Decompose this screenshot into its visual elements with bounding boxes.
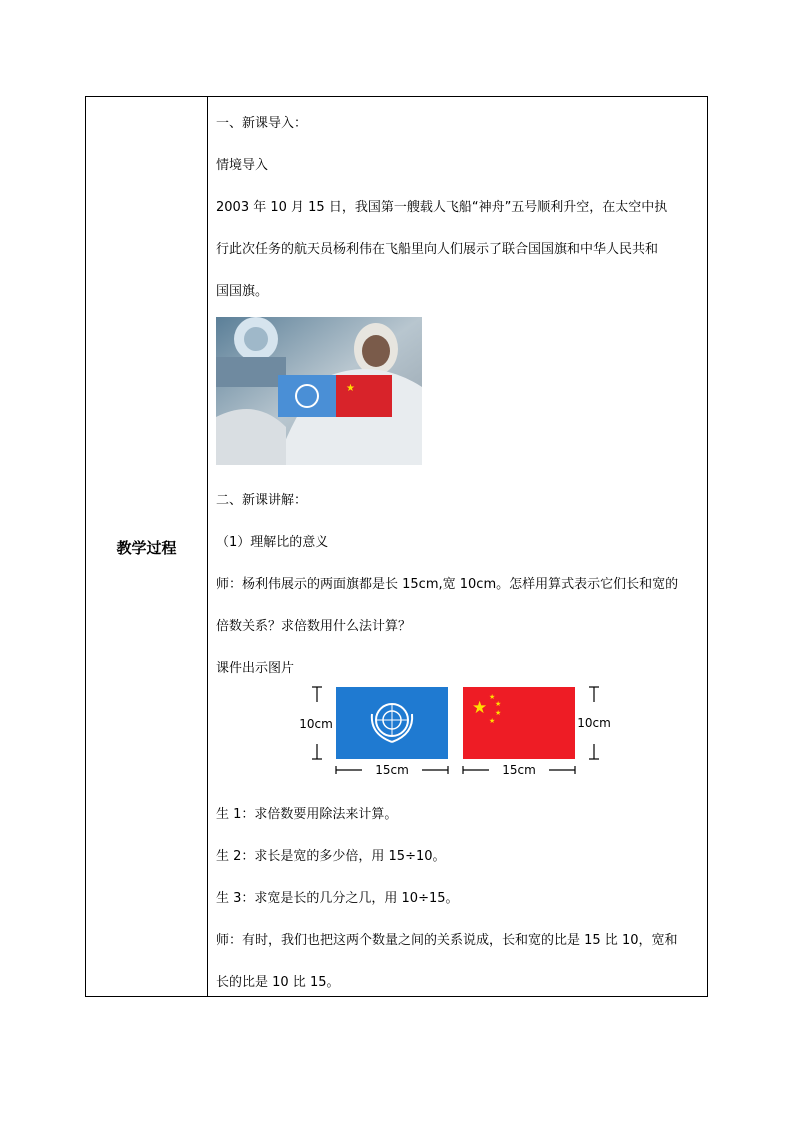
svg-text:★: ★ <box>489 717 496 725</box>
text-line: 课件出示图片 <box>216 661 295 676</box>
left-width-label: 15cm <box>375 763 409 777</box>
svg-text:★: ★ <box>472 698 488 718</box>
text-line: 行此次任务的航天员杨利伟在飞船里向人们展示了联合国国旗和中华人民共和 <box>216 242 659 257</box>
heading-intro: 一、新课导入： <box>216 116 308 131</box>
text-line: （1）理解比的意义 <box>216 535 329 550</box>
svg-text:★: ★ <box>346 383 355 394</box>
text-line: 情境导入 <box>216 158 269 173</box>
text-line: 倍数关系？求倍数用什么法计算？ <box>216 619 412 634</box>
heading-lecture: 二、新课讲解： <box>216 493 308 508</box>
flags-figure <box>296 682 616 787</box>
right-width-label: 15cm <box>502 763 536 777</box>
text-line: 生 3：求宽是长的几分之几，用 10÷15。 <box>216 891 459 906</box>
text-line: 师：有时，我们也把这两个数量之间的关系说成，长和宽的比是 15 比 10，宽和 <box>216 933 678 948</box>
text-line: 生 1：求倍数要用除法来计算。 <box>216 807 398 822</box>
right-height-label: 10cm <box>577 716 611 730</box>
text-line: 2003 年 10 月 15 日，我国第一艘载人飞船“神舟”五号顺利升空，在太空中执 <box>216 200 668 215</box>
astronaut-photo <box>216 317 422 465</box>
text-line: 师：杨利伟展示的两面旗都是长 15cm,宽 10cm。怎样用算式表示它们长和宽的 <box>216 577 679 592</box>
svg-text:★: ★ <box>489 693 496 701</box>
column-divider <box>207 97 208 996</box>
lesson-table <box>85 96 708 997</box>
text-line: 生 2：求长是宽的多少倍，用 15÷10。 <box>216 849 446 864</box>
text-line: 国国旗。 <box>216 284 269 299</box>
left-height-label: 10cm <box>299 717 333 731</box>
section-label: 教学过程 <box>116 539 177 557</box>
text-line: 长的比是 10 比 15。 <box>216 975 340 990</box>
svg-text:★: ★ <box>495 709 502 717</box>
svg-text:★: ★ <box>495 700 502 708</box>
